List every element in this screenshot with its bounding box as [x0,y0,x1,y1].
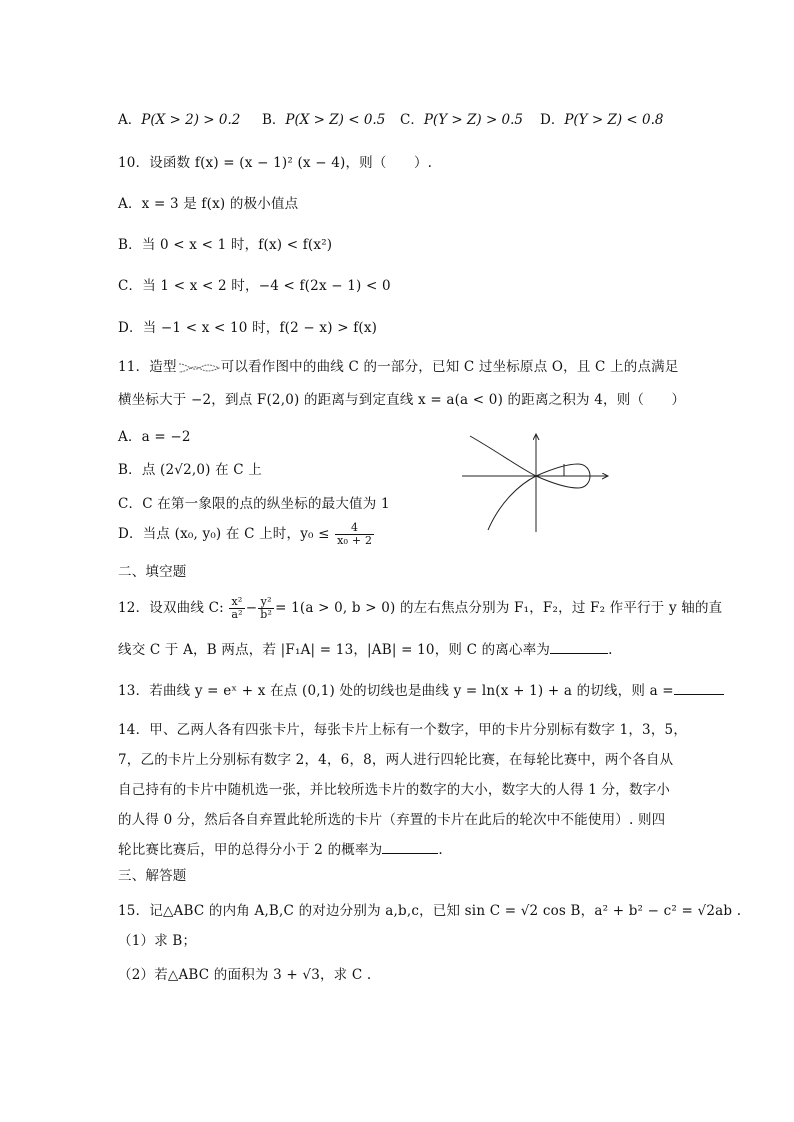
curve-c [470,436,590,530]
q11-stem-line2: 横坐标大于 −2，到点 F(2,0) 的距离与到定直线 x = a(a < 0) 的距离之积为 4，则（ ） [118,392,686,408]
q12-line1: 12．设双曲线 C: $\frac{\text{x²}}{\text{a²}}$ − $\frac{\text{y²}}{\text{b²}}$ = 1(a > 0, b > 0) 的左右焦点分别为 F₁，F₂，过 F₂ 作平行于 y 轴的直 [118,595,723,621]
q12-answer-blank[interactable] [550,641,608,654]
q14-answer-blank[interactable] [382,841,438,854]
q9-option-c: C．P(Y > Z) > 0.5 [400,112,524,128]
q10-option-b: B．当 0 < x < 1 时，f(x) < f(x²) [118,237,333,253]
q15-part1: （1）求 B； [118,933,197,949]
q12-fraction-x: $\frac{\text{x²}}{\text{a²}}$ [231,595,243,621]
q12-fraction-y: $\frac{\text{y²}}{\text{b²}}$ [260,595,273,621]
q14-line2: 7，乙的卡片上分别标有数字 2，4，6，8，两人进行四轮比赛，在每轮比赛中，两个各自从 [118,752,674,768]
q11-stem-line1: 11．造型 可以看作图中的曲线 C 的一部分，已知 C 过坐标原点 O，且 C 上的点满足 [118,359,679,375]
q9-option-a: A．P(X > 2) > 0.2 [118,112,241,128]
q11-option-d: D．当点 (x₀, y₀) 在 C 上时，y₀ ≤ $\frac{4}{\text{x₀ + 2}}$ [118,521,373,547]
q10-option-d: D．当 −1 < x < 10 时，f(2 − x) > f(x) [118,320,378,336]
q13-answer-blank[interactable] [674,682,724,695]
q14-line5: 轮比赛比赛后，甲的总得分小于 2 的概率为 . [118,842,443,858]
q11-option-b: B．点 (2√2,0) 在 C 上 [118,462,263,478]
q11-d-fraction: $\frac{4}{\text{x₀ + 2}}$ [337,521,373,547]
q9-option-b: B．P(X > Z) < 0.5 [262,112,386,128]
q9-option-d: D．P(Y > Z) < 0.8 [540,112,664,128]
shape-figure-icon [178,361,220,375]
q14-line3: 自己持有的卡片中随机选一张，并比较所选卡片的数字的大小，数字大的人得 1 分，数字小 [118,782,671,798]
q10-option-c: C．当 1 < x < 2 时，−4 < f(2x − 1) < 0 [118,278,391,294]
section-fill-in: 二、填空题 [118,564,187,580]
q13-text: 13．若曲线 y = eˣ + x 在点 (0,1) 处的切线也是曲线 y = ln(x + 1) + a 的切线，则 a = [118,679,724,699]
curve-graph [458,430,618,535]
q10-option-a: A．x = 3 是 f(x) 的极小值点 [118,196,299,212]
q14-line1: 14．甲、乙两人各有四张卡片，每张卡片上标有一个数字，甲的卡片分别标有数字 1，3，5， [118,722,688,738]
q14-line4: 的人得 0 分，然后各自弃置此轮所选的卡片（弃置的卡片在此后的轮次中不能使用）. 则四 [118,812,666,828]
q12-line2: 线交 C 于 A，B 两点，若 |F₁A| = 13，|AB| = 10，则 C 的离心率为 . [118,642,613,658]
q11-option-a: A．a = −2 [118,429,191,445]
q11-option-c: C．C 在第一象限的点的纵坐标的最大值为 1 [118,496,390,512]
section-solutions: 三、解答题 [118,868,187,884]
q15-stem: 15．记△ABC 的内角 A,B,C 的对边分别为 a,b,c，已知 sin C = √2 cos B，a² + b² − c² = √2ab . [118,903,742,919]
q15-part2: （2）若△ABC 的面积为 3 + √3，求 C . [118,967,372,983]
q10-stem: 10．设函数 f(x) = (x − 1)² (x − 4)，则（ ）. [118,155,433,171]
